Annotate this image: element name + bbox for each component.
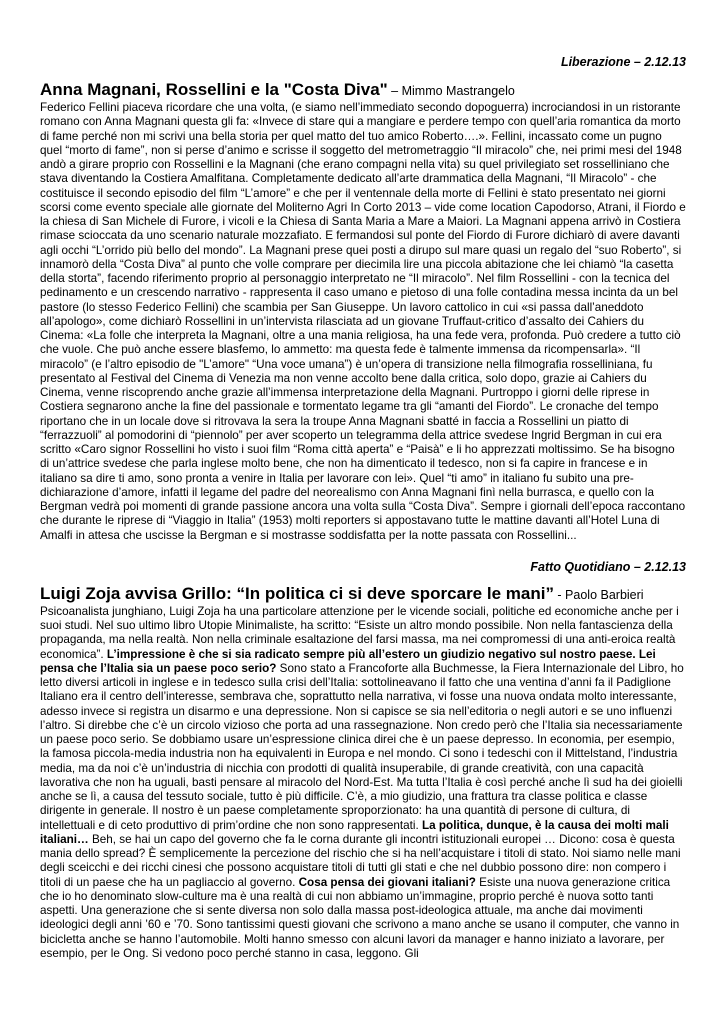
article-2-author: - Paolo Barbieri — [553, 587, 644, 602]
document-page — [40, 54, 686, 961]
article-1-title: Anna Magnani, Rossellini e la "Costa Diva" — [40, 80, 388, 99]
article-1-heading — [40, 80, 686, 101]
source-line-2: Fatto Quotidiano – 2.12.13 — [530, 559, 686, 574]
article-1-author: – Mimmo Mastrangelo — [387, 84, 515, 98]
article-2-heading — [40, 584, 686, 605]
interview-question: L’impressione è che si sia radicato sempre più all’estero un giudizio negativo sul nostro paese. Lei pensa che l’Italia sia un paese poco serio? — [40, 647, 656, 675]
article-2-body — [40, 605, 686, 961]
article-1-body: Federico Fellini piaceva ricordare che una volta, (e siamo nell’immediato secondo dopoguerra) incrociandosi in un ristorante romano con Anna Magnani questa gli fa: «Invece di stare qui a mangiare e perdere tempo con quell’aria romantica da morto di fame perché non mi scrivi una bella storia per quel matto del tuo amico Roberto….». Fellini, incassato come un pugno quel “morto di fame”, non si perse d’animo e scrisse il soggetto del metrometraggio “Il miracolo” che, nei primi mesi del 1948 andò a girare proprio con Rossellini e la Magnani (che erano compagni nella vita) su quel privilegiato set rosselliniano che stava diventando la Costiera Amalfitana. Completamente dedicato all’arte drammatica della Magnani, “Il Miracolo” - che costituisce il secondo episodio del film “L’amore” e che per il ventennale della morte di Fellini è stato presentato nei giorni scorsi come evento speciale alle giornate del Moliterno Agri In Corto 2013 – vide come location Capodorso, Atrani, il Fiordo e la chiesa di San Michele di Furore, i vicoli e la Chiesa di Santa Maria a Mare a Maiori. La Magnani appena arrivò in Costiera rimase scioccata da uno scenario naturale mozzafiato. E fermandosi sul ponte del Fiordo di Furore dichiarò di avere davanti agli occhi “L’orrido più bello del mondo”. La Magnani prese quei posti a dirupo sul mare quasi un regalo del “suo Roberto”, si innamorò della “Costa Diva” al punto che volle comprare per diecimila lire una piccola abitazione che lei chiamò “la casetta della storta”, facendo riferimento proprio al personaggio interpretato ne “Il miracolo”. Nel film Rossellini - con la tecnica del pedinamento e un crescendo narrativo - rappresenta il caso umano e pietoso di una folle contadina messa incinta da un bel pastore (lo stesso Federico Fellini) che scambia per San Giuseppe. Un lavoro cattolico in cui «si passa dall’aneddoto all’apologo», come dichiarò Rossellini in un’intervista rilasciata ad un giovane Truffaut-critico d’assalto dei Cahiers du Cinema: «La folle che interpreta la Magnani, oltre a una mania religiosa, ha una fede vera, profonda. Può credere a tutto ciò che vuole. Che può anche essere blasfemo, lo ammetto: ma questa fede è talmente immensa da ricompensarla». “Il miracolo” (e l’altro episodio de "L’amore" “Una voce umana”) è un’opera di transizione nella filmografia rosselliniana, fu presentato al Festival del Cinema di Venezia ma non venne accolto bene dalla critica, solo dopo, grazie ai Cahiers du Cinema, venne riscoprendo anche grazie all’immensa interpretazione della Magnani. Purtroppo i giorni delle riprese in Costiera segnarono anche la fine del passionale e tormentato legame tra gli “amanti del Fiordo”. Le cronache del tempo riportano che in un locale dove si ritrovava la sera la troupe Anna Magnani sbatté in faccia a Rossellini un piatto di “ferrazzuoli” al pomodorini di “piennolo” per aver scoperto un telegramma della attrice svedese Ingrid Bergman in cui era scritto «Caro signor Rossellini ho visto i suoi film “Roma città aperta” e “Paisà” e li ho apprezzati moltissimo. Se ha bisogno di un’attrice svedese che parla inglese molto bene, che non ha dimenticato il tedesco, non si fa capire in francese e in italiano sa dire ti amo, sono pronta a venire in Italia per lavorare con lei». Quel “ti amo” in italiano fu subito una pre-dichiarazione d’amore, infatti il legame del padre del neorealismo con Anna Magnani finì nella burrasca, e quello con la Bergman vedrà poi momenti di grande passione ancora una volta sulla “Costa Diva”. Sempre i giornali dell’epoca raccontano che durante le riprese di “Viaggio in Italia” (1953) molti reporters si appostavano tutte le mattine davanti all’Hotel Luna di Amalfi in attesa che uscisse la Bergman e si mostrasse soddisfatta per la notte passata con Rossellini... — [40, 101, 686, 542]
interview-question: Cosa pensa dei giovani italiani? — [298, 875, 476, 889]
article-2-title: Luigi Zoja avvisa Grillo: “In politica ci si deve sporcare le mani” — [40, 583, 554, 603]
article-2-text: Psicoanalista junghiano, Luigi Zoja ha una particolare attenzione per le vicende sociali, politiche ed economiche anche per i suoi studi. Nel suo ultimo libro Utopie Minimaliste, ha scritto: “Esiste un altro mondo possibile. Non nella fantascienza della propaganda, ma nella realtà. Non nella criminale esaltazione del farsi massa, ma nei compromessi di una anti-eroica realtà economica”. — [40, 604, 679, 661]
article-2-text: Esiste una nuova generazione critica che io ho denominato slow-culture ma è una realtà di cui non abbiamo un’immagine, proprio perché è nuova sotto tanti aspetti. Una generazione che si sente diversa non solo dalla massa post-ideologica attuale, ma anche dai movimenti ideologici degli anni ’60 e ’70. Sono tantissimi questi giovani che scrivono a mano anche se usano il computer, che vanno in bicicletta anche se hanno l’automobile. Molti hanno smesso con alcuni lavori da manager e hanno iniziato a lavorare, per esempio, per le Ong. Si vedono poco perché stanno in casa, leggono. Gli — [40, 875, 680, 960]
interview-question: La politica, dunque, è la causa dei molti mali italiani… — [40, 818, 669, 846]
article-2-text: Beh, se hai un capo del governo che fa le corna durante gli incontri istituzionali europei … Dicono: cosa è questa mania dello spread? È semplicemente la percezione del rischio che si ha nell’acquistare i titoli di stato. Noi siamo nelle mani degli sceicchi e dei ricchi cinesi che possono acquistare titoli di tutti gli stati e che nel dubbio possono dire: non compero i titoli di un paese che ha un pagliaccio al governo. — [40, 832, 681, 889]
article-2-text: Sono stato a Francoforte alla Buchmesse, la Fiera Internazionale del Libro, ho letto diversi articoli in inglese e in tedesco sulla crisi dell’Italia: sottolineavano il fatto che una ventina d’anni fa il Padiglione Italiano era il centro dell’interesse, sembrava che, soprattutto nella narrativa, vi fosse una nuova ondata molto interessante, adesso invece si registra un disarmo e una depressione. Non si capisce se sia nell’editoria o negli autori e se uno influenzi l’altro. Si direbbe che c’è un circolo vizioso che porta ad una rassegnazione. Non credo però che l’Italia sia necessariamente un paese poco serio. Se dobbiamo usare un’espressione clinica direi che è un paese depresso. In economia, per esempio, la famosa piccola-media industria non ha equivalenti in Europa e nel mondo. Ci sono i tedeschi con il Mittelstand, l’industria media, ma da noi c’è un’industria di nicchia con prodotti di qualità insuperabile, di grande creatività, con una capacità lavorativa che non ha uguali, basti pensare al miracolo del Nord-Est. Ma tutta l’Italia è così perché anche lì sud ha dei gioielli anche se lì, a causa del tessuto sociale, tutto è più difficile. C’è, a mio giudizio, una frattura tra classe politica e classe dirigente in generale. Il nostro è un paese completamente sproporzionato: ha una quantità di persone di cultura, di intellettuali e di ceto produttivo di prim’ordine che non sono rappresentati. — [40, 661, 684, 832]
source-line-1: Liberazione – 2.12.13 — [560, 55, 686, 69]
